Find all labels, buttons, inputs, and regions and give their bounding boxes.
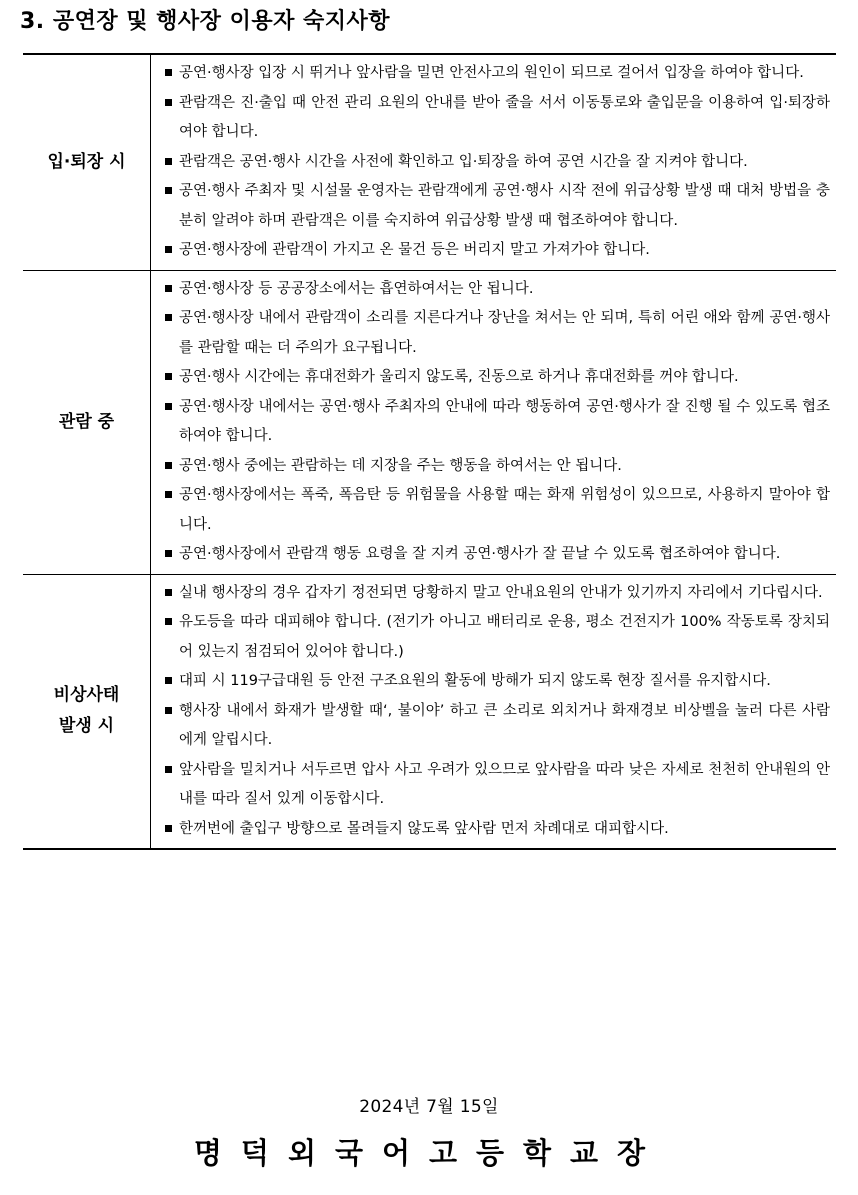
list-item — [165, 89, 830, 148]
list-item — [165, 667, 830, 697]
square-bullet-icon — [165, 99, 172, 106]
square-bullet-icon — [165, 707, 172, 714]
section-label — [23, 54, 151, 270]
list-item-text: 실내 행사장의 경우 갑자기 정전되면 당황하지 말고 안내요원의 안내가 있기까지 자리에서 기다립시다. — [179, 584, 823, 601]
page-title: 3. 공연장 및 행사장 이용자 숙지사항 — [20, 9, 390, 34]
list-item — [165, 393, 830, 452]
list-item — [165, 304, 830, 363]
list-item-text: 관람객은 공연·행사 시간을 사전에 확인하고 입·퇴장을 하여 공연 시간을 잘 지켜야 합니다. — [179, 153, 748, 170]
list-item-text: 공연·행사장에 관람객이 가지고 온 물건 등은 버리지 말고 가져가야 합니다. — [179, 242, 650, 258]
list-item — [165, 363, 830, 393]
list-item — [165, 815, 830, 845]
list-item — [165, 275, 830, 305]
square-bullet-icon — [165, 285, 172, 292]
list-item-text: 공연·행사장 등 공공장소에서는 흡연하여서는 안 됩니다. — [179, 280, 534, 297]
section-row — [23, 270, 836, 574]
list-item — [165, 177, 830, 236]
list-item — [165, 540, 830, 570]
list-item — [165, 236, 830, 266]
list-item-text: 유도등을 따라 대피해야 합니다. (전기가 아니고 배터리로 운용, 평소 건전지가 100% 작동토록 장치되어 있는지 점검되어 있어야 합니다.) — [179, 614, 830, 660]
square-bullet-icon — [165, 589, 172, 596]
square-bullet-icon — [165, 550, 172, 557]
list-item-text: 한꺼번에 출입구 방향으로 몰려들지 않도록 앞사람 먼저 차례대로 대피합시다. — [179, 820, 669, 837]
square-bullet-icon — [165, 158, 172, 165]
notice-table — [23, 53, 836, 850]
list-item-text: 공연·행사장 입장 시 뛰거나 앞사람을 밀면 안전사고의 원인이 되므로 걸어서 입장을 하여야 합니다. — [179, 65, 804, 81]
list-item — [165, 452, 830, 482]
list-item-text: 앞사람을 밀치거나 서두르면 압사 사고 우려가 있으므로 앞사람을 따라 낮은 자세로 천천히 안내원의 안내를 따라 질서 있게 이동합시다. — [179, 761, 830, 807]
list-item-text: 공연·행사장에서는 폭죽, 폭음탄 등 위험물을 사용할 때는 화재 위험성이 있으므로, 사용하지 말아야 합니다. — [179, 487, 830, 533]
section-label-line: 발생 시 — [58, 716, 115, 737]
list-item — [165, 579, 830, 609]
square-bullet-icon — [165, 69, 172, 76]
section-label — [23, 574, 151, 849]
list-item-text: 행사장 내에서 화재가 발생할 때‘, 불이야’ 하고 큰 소리로 외치거나 화재경보 비상벨을 눌러 다른 사람에게 알립시다. — [179, 702, 830, 748]
list-item — [165, 59, 830, 89]
section-row — [23, 574, 836, 849]
section-label-line: 입·퇴장 시 — [47, 151, 126, 172]
section-label-line: 비상사태 — [53, 685, 120, 706]
list-item — [165, 697, 830, 756]
date-line: 2024년 7월 15일 — [359, 1097, 499, 1117]
list-item-text: 공연·행사장 내에서는 공연·행사 주최자의 안내에 따라 행동하여 공연·행사가 잘 진행 될 수 있도록 협조하여야 합니다. — [179, 398, 830, 444]
section-row — [23, 54, 836, 270]
list-item — [165, 148, 830, 178]
section-items — [151, 574, 837, 849]
list-item — [165, 481, 830, 540]
square-bullet-icon — [165, 403, 172, 410]
square-bullet-icon — [165, 677, 172, 684]
section-items — [151, 54, 837, 270]
list-item-text: 공연·행사 시간에는 휴대전화가 울리지 않도록, 진동으로 하거나 휴대전화를 꺼야 합니다. — [179, 369, 739, 385]
list-item — [165, 608, 830, 667]
list-item-text: 공연·행사 중에는 관람하는 데 지장을 주는 행동을 하여서는 안 됩니다. — [179, 457, 622, 474]
square-bullet-icon — [165, 825, 172, 832]
square-bullet-icon — [165, 491, 172, 498]
square-bullet-icon — [165, 766, 172, 773]
square-bullet-icon — [165, 373, 172, 380]
square-bullet-icon — [165, 187, 172, 194]
square-bullet-icon — [165, 314, 172, 321]
list-item-text: 관람객은 진·출입 때 안전 관리 요원의 안내를 받아 줄을 서서 이동통로와 출입문을 이용하여 입·퇴장하여야 합니다. — [179, 94, 830, 140]
square-bullet-icon — [165, 462, 172, 469]
school-signature: 명덕외국어고등학교장 — [193, 1136, 665, 1170]
square-bullet-icon — [165, 618, 172, 625]
list-item-text: 공연·행사장에서 관람객 행동 요령을 잘 지켜 공연·행사가 잘 끝날 수 있도록 협조하여야 합니다. — [179, 546, 781, 562]
section-label — [23, 270, 151, 574]
section-label-line: 관람 중 — [58, 411, 115, 432]
list-item-text: 대피 시 119구급대원 등 안전 구조요원의 활동에 방해가 되지 않도록 현장 질서를 유지합시다. — [179, 673, 771, 689]
list-item-text: 공연·행사장 내에서 관람객이 소리를 지른다거나 장난을 쳐서는 안 되며, 특히 어린 애와 함께 공연·행사를 관람할 때는 더 주의가 요구됩니다. — [179, 310, 830, 356]
section-items — [151, 270, 837, 574]
list-item — [165, 756, 830, 815]
list-item-text: 공연·행사 주최자 및 시설물 운영자는 관람객에게 공연·행사 시작 전에 위급상황 발생 때 대처 방법을 충분히 알려야 하며 관람객은 이를 숙지하여 위급상황 발생 때 협조하여야 합니다. — [179, 183, 830, 229]
square-bullet-icon — [165, 246, 172, 253]
